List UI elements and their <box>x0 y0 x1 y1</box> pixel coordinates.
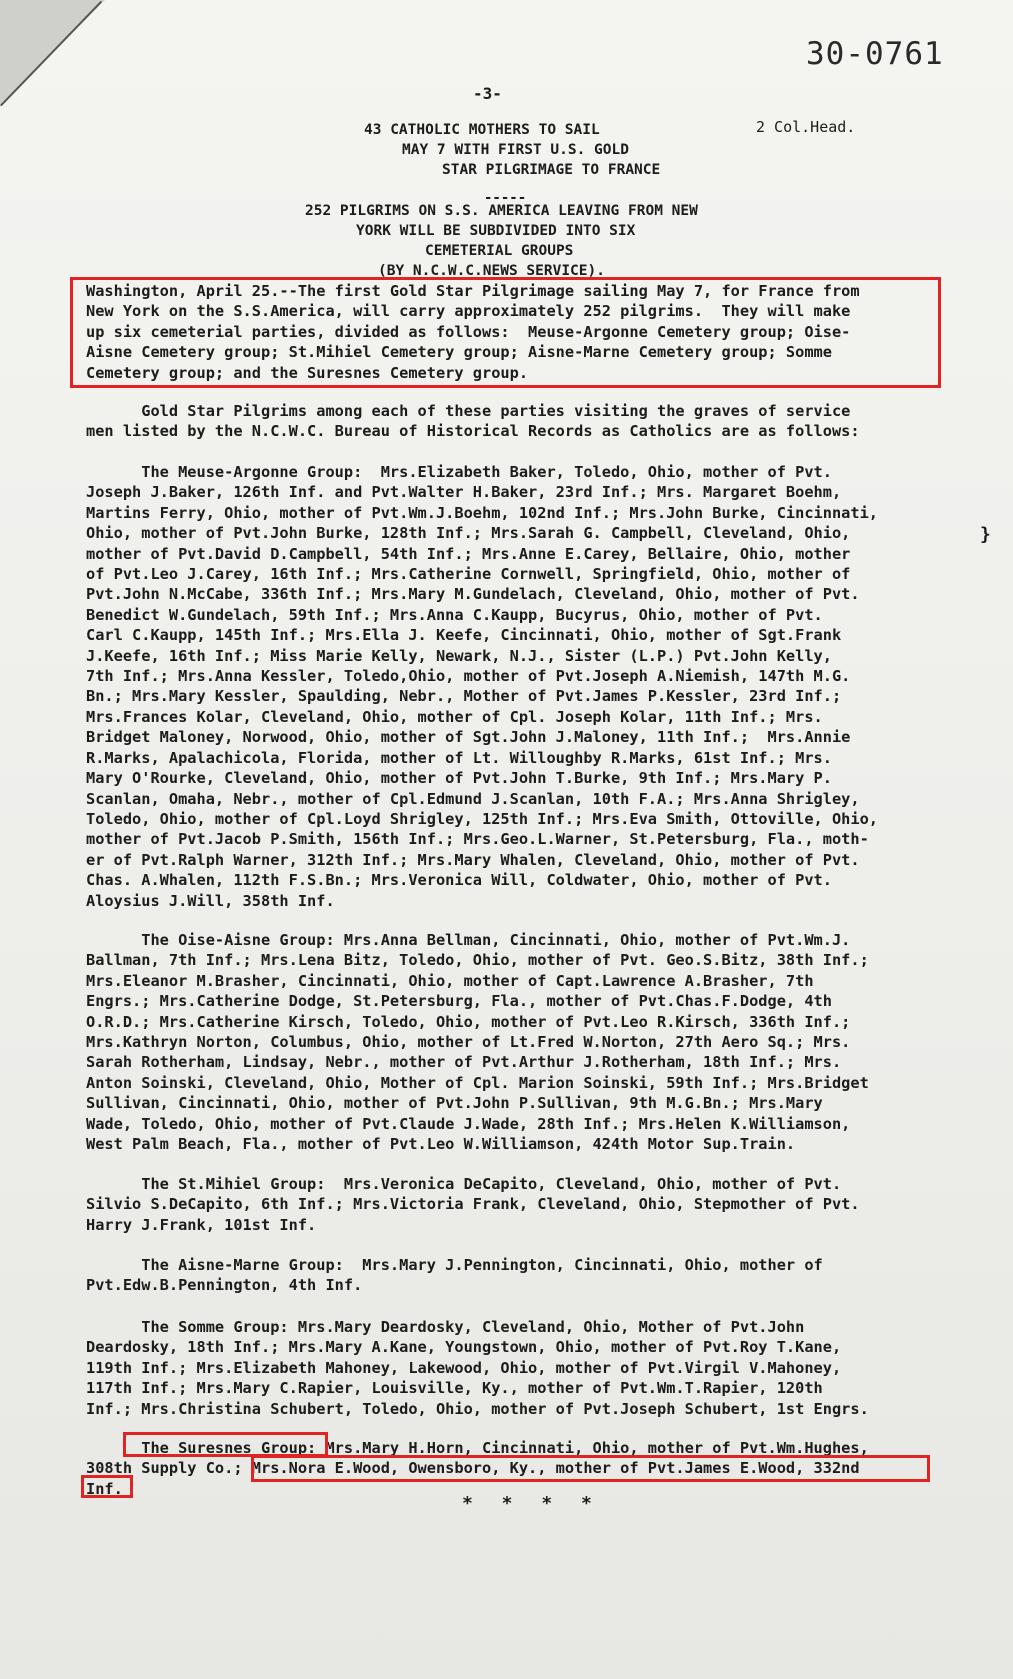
subheadline-line-2: YORK WILL BE SUBDIVIDED INTO SIX <box>356 223 636 239</box>
subheadline-line-3: CEMETERIAL GROUPS <box>425 243 574 259</box>
suresnes-paragraph: The Suresnes Group: Mrs.Mary H.Horn, Cincinnati, Ohio, mother of Pvt.Wm.Hughes, 308th Supply Co.; Mrs.Nora E.Wood, Owensboro, Ky., mother of Pvt.James E.Wood, 332nd Inf. <box>86 1439 869 1498</box>
document-number: 30-0761 <box>806 36 944 72</box>
byline: (BY N.C.W.C.NEWS SERVICE). <box>378 263 605 279</box>
margin-mark: } <box>980 524 991 545</box>
column-head-note: 2 Col.Head. <box>756 118 856 136</box>
highlight-box-wood-entry <box>251 1455 930 1482</box>
headline-line-1: 43 CATHOLIC MOTHERS TO SAIL <box>364 122 600 138</box>
headline-line-2: MAY 7 WITH FIRST U.S. GOLD <box>402 142 629 158</box>
intro-paragraph: Washington, April 25.--The first Gold Star Pilgrimage sailing May 7, for France from New York on the S.S.America, will carry approximately 252 pilgrims. They will make up six cemeterial parties, divided as follows: Meuse-Argonne Cemetery group; Oise- Aisne Cemetery group; St.Mihiel Cemetery group; Aisne-Marne Cemetery group; Somme Cemetery group; and the Suresnes Cemetery group. <box>86 282 860 382</box>
headline-line-3: STAR PILGRIMAGE TO FRANCE <box>442 162 661 178</box>
lead-paragraph: Gold Star Pilgrims among each of these parties visiting the graves of service men listed by the N.C.W.C. Bureau of Historical Records as Catholics are as follows: <box>86 402 860 441</box>
somme-paragraph: The Somme Group: Mrs.Mary Deardosky, Cleveland, Ohio, Mother of Pvt.John Deardosky, 18th Inf.; Mrs.Mary A.Kane, Youngstown, Ohio, mother of Pvt.Roy T.Kane, 119th Inf.; Mrs.Elizabeth Mahoney, Lakewood, Ohio, mother of Pvt.Virgil V.Mahoney, 117th Inf.; Mrs.Mary C.Rapier, Louisville, Ky., mother of Pvt.Wm.T.Rapier, 120th Inf.; Mrs.Christina Schubert, Toledo, Ohio, mother of Pvt.Joseph Schubert, 1st Engrs. <box>86 1318 869 1418</box>
page-number: -3- <box>473 84 502 103</box>
subheadline-line-1: 252 PILGRIMS ON S.S. AMERICA LEAVING FROM NEW <box>305 203 698 219</box>
highlight-box-intro <box>70 277 941 388</box>
separator: ----- <box>484 190 527 206</box>
aisne-marne-paragraph: The Aisne-Marne Group: Mrs.Mary J.Pennington, Cincinnati, Ohio, mother of Pvt.Edw.B.Pennington, 4th Inf. <box>86 1256 823 1295</box>
oise-aisne-paragraph: The Oise-Aisne Group: Mrs.Anna Bellman, Cincinnati, Ohio, mother of Pvt.Wm.J. Ballman, 7th Inf.; Mrs.Lena Bitz, Toledo, Ohio, mother of Pvt. Geo.S.Bitz, 38th Inf.; Mrs.Eleanor M.Brasher, Cincinnati, Ohio, mother of Capt.Lawrence A.Brasher, 7th Engrs.; Mrs.Catherine Dodge, St.Petersburg, Fla., mother of Pvt.Chas.F.Dodge, 4th O.R.D.; Mrs.Catherine Kirsch, Toledo, Ohio, mother of Pvt.Leo R.Kirsch, 336th Inf.; Mrs.Kathryn Norton, Columbus, Ohio, mother of Lt.Fred W.Norton, 27th Aero Sq.; Mrs. Sarah Rotherham, Lindsay, Nebr., mother of Pvt.Arthur J.Rotherham, 18th Inf.; Mrs. Anton Soinski, Cleveland, Ohio, Mother of Cpl. Marion Soinski, 59th Inf.; Mrs.Bridget Sullivan, Cincinnati, Ohio, mother of Pvt.John P.Sullivan, 9th M.G.Bn.; Mrs.Mary Wade, Toledo, Ohio, mother of Pvt.Claude J.Wade, 28th Inf.; Mrs.Helen K.Williamson, West Palm Beach, Fla., mother of Pvt.Leo W.Williamson, 424th Motor Sup.Train. <box>86 931 869 1154</box>
end-marks: * * * * <box>462 1493 592 1514</box>
highlight-box-inf <box>81 1475 133 1498</box>
highlight-box-suresnes-label <box>123 1432 328 1457</box>
meuse-argonne-paragraph: The Meuse-Argonne Group: Mrs.Elizabeth Baker, Toledo, Ohio, mother of Pvt. Joseph J.Baker, 126th Inf. and Pvt.Walter H.Baker, 23rd Inf.; Mrs. Margaret Boehm, Martins Ferry, Ohio, mother of Pvt.Wm.J.Boehm, 102nd Inf.; Mrs.John Burke, Cincinnati, Ohio, mother of Pvt.John Burke, 128th Inf.; Mrs.Sarah G. Campbell, Cleveland, Ohio, mother of Pvt.David D.Campbell, 54th Inf.; Mrs.Anne E.Carey, Bellaire, Ohio, mother of Pvt.Leo J.Carey, 16th Inf.; Mrs.Catherine Cornwell, Springfield, Ohio, mother of Pvt.John N.McCabe, 336th Inf.; Mrs.Mary M.Gundelach, Cleveland, Ohio, mother of Pvt. Benedict W.Gundelach, 59th Inf.; Mrs.Anna C.Kaupp, Bucyrus, Ohio, mother of Pvt. Carl C.Kaupp, 145th Inf.; Mrs.Ella J. Keefe, Cincinnati, Ohio, mother of Sgt.Frank J.Keefe, 16th Inf.; Miss Marie Kelly, Newark, N.J., Sister (L.P.) Pvt.John Kelly, 7th Inf.; Mrs.Anna Kessler, Toledo,Ohio, mother of Pvt.Joseph A.Niemish, 147th M.G. Bn.; Mrs.Mary Kessler, Spaulding, Nebr., Mother of Pvt.James P.Kessler, 23rd Inf.; Mrs.Frances Kolar, Cleveland, Ohio, mother of Cpl. Joseph Kolar, 11th Inf.; Mrs. Bridget Maloney, Norwood, Ohio, mother of Sgt.John J.Maloney, 11th Inf.; Mrs.Annie R.Marks, Apalachicola, Florida, mother of Lt. Willoughby R.Marks, 61st Inf.; Mrs. Mary O'Rourke, Cleveland, Ohio, mother of Pvt.John T.Burke, 9th Inf.; Mrs.Mary P. Scanlan, Omaha, Nebr., mother of Cpl.Edmund J.Scanlan, 10th F.A.; Mrs.Anna Shrigley, Toledo, Ohio, mother of Cpl.Loyd Shrigley, 125th Inf.; Mrs.Eva Smith, Ottoville, Ohio, mother of Pvt.Jacob P.Smith, 156th Inf.; Mrs.Geo.L.Warner, St.Petersburg, Fla., moth- er of Pvt.Ralph Warner, 312th Inf.; Mrs.Mary Whalen, Cleveland, Ohio, mother of Pvt. Chas. A.Whalen, 112th F.S.Bn.; Mrs.Veronica Will, Coldwater, Ohio, mother of Pvt. Aloysius J.Will, 358th Inf. <box>86 463 879 910</box>
st-mihiel-paragraph: The St.Mihiel Group: Mrs.Veronica DeCapito, Cleveland, Ohio, mother of Pvt. Silvio S.DeCapito, 6th Inf.; Mrs.Victoria Frank, Cleveland, Ohio, Stepmother of Pvt. Harry J.Frank, 101st Inf. <box>86 1175 860 1234</box>
